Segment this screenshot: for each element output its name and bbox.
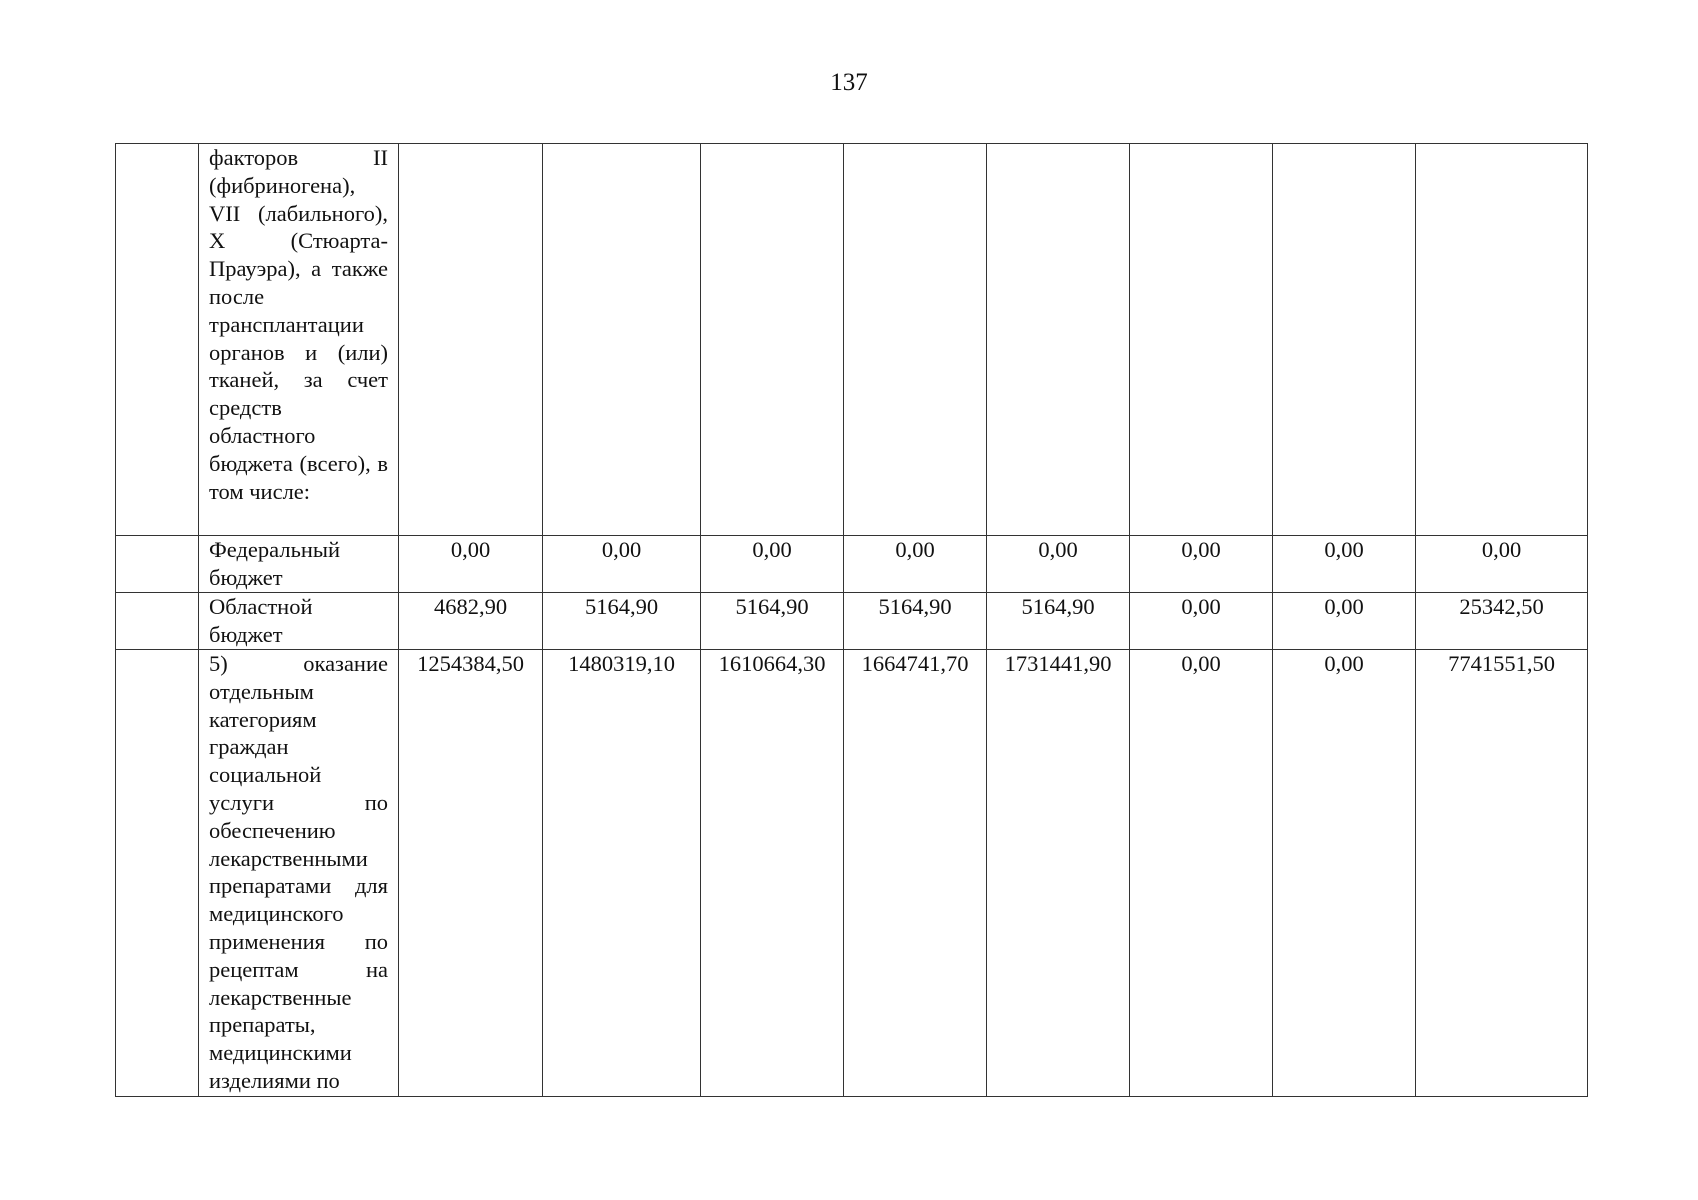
value-cell: 0,00	[1130, 536, 1273, 593]
row-description-cell: 5) оказание отдельным категориям граждан социальной услуги по обеспечению лекарственными препаратами для медицинского применения по рецептам на лекарственные препараты, медицинскими изделиями по	[199, 650, 399, 1097]
value-cell: 5164,90	[844, 593, 987, 650]
budget-table	[115, 143, 1588, 1097]
row-index-cell	[116, 536, 199, 593]
value-cell	[543, 144, 701, 536]
value-cell	[399, 144, 543, 536]
value-cell: 1610664,30	[701, 650, 844, 1097]
value-cell: 1480319,10	[543, 650, 701, 1097]
value-cell	[701, 144, 844, 536]
value-cell: 0,00	[1273, 536, 1416, 593]
value-cell: 0,00	[543, 536, 701, 593]
table-row	[116, 593, 1588, 650]
value-cell: 0,00	[1130, 593, 1273, 650]
row-index-cell	[116, 650, 199, 1097]
value-cell: 0,00	[701, 536, 844, 593]
value-cell: 5164,90	[543, 593, 701, 650]
value-cell: 5164,90	[987, 593, 1130, 650]
row-description-cell: Областной бюджет	[199, 593, 399, 650]
value-cell: 1254384,50	[399, 650, 543, 1097]
value-cell: 0,00	[399, 536, 543, 593]
value-cell	[1273, 144, 1416, 536]
value-cell: 0,00	[1130, 650, 1273, 1097]
total-cell: 0,00	[1416, 536, 1588, 593]
value-cell	[1130, 144, 1273, 536]
total-cell: 7741551,50	[1416, 650, 1588, 1097]
total-cell	[1416, 144, 1588, 536]
value-cell: 0,00	[844, 536, 987, 593]
row-index-cell	[116, 593, 199, 650]
value-cell: 1731441,90	[987, 650, 1130, 1097]
value-cell: 0,00	[1273, 650, 1416, 1097]
value-cell: 4682,90	[399, 593, 543, 650]
row-index-cell	[116, 144, 199, 536]
value-cell: 0,00	[1273, 593, 1416, 650]
table-row	[116, 536, 1588, 593]
total-cell: 25342,50	[1416, 593, 1588, 650]
value-cell	[844, 144, 987, 536]
page-number: 137	[830, 69, 868, 96]
row-description-cell: Федеральный бюджет	[199, 536, 399, 593]
row-description-cell: факторов II (фибриногена), VII (лабильного), X (Стюарта-Прауэра), а также после трансплантации органов и (или) тканей, за счет средств областного бюджета (всего), в том числе:	[199, 144, 399, 536]
table-row	[116, 144, 1588, 536]
value-cell: 1664741,70	[844, 650, 987, 1097]
value-cell	[987, 144, 1130, 536]
value-cell: 5164,90	[701, 593, 844, 650]
table-row	[116, 650, 1588, 1097]
value-cell: 0,00	[987, 536, 1130, 593]
